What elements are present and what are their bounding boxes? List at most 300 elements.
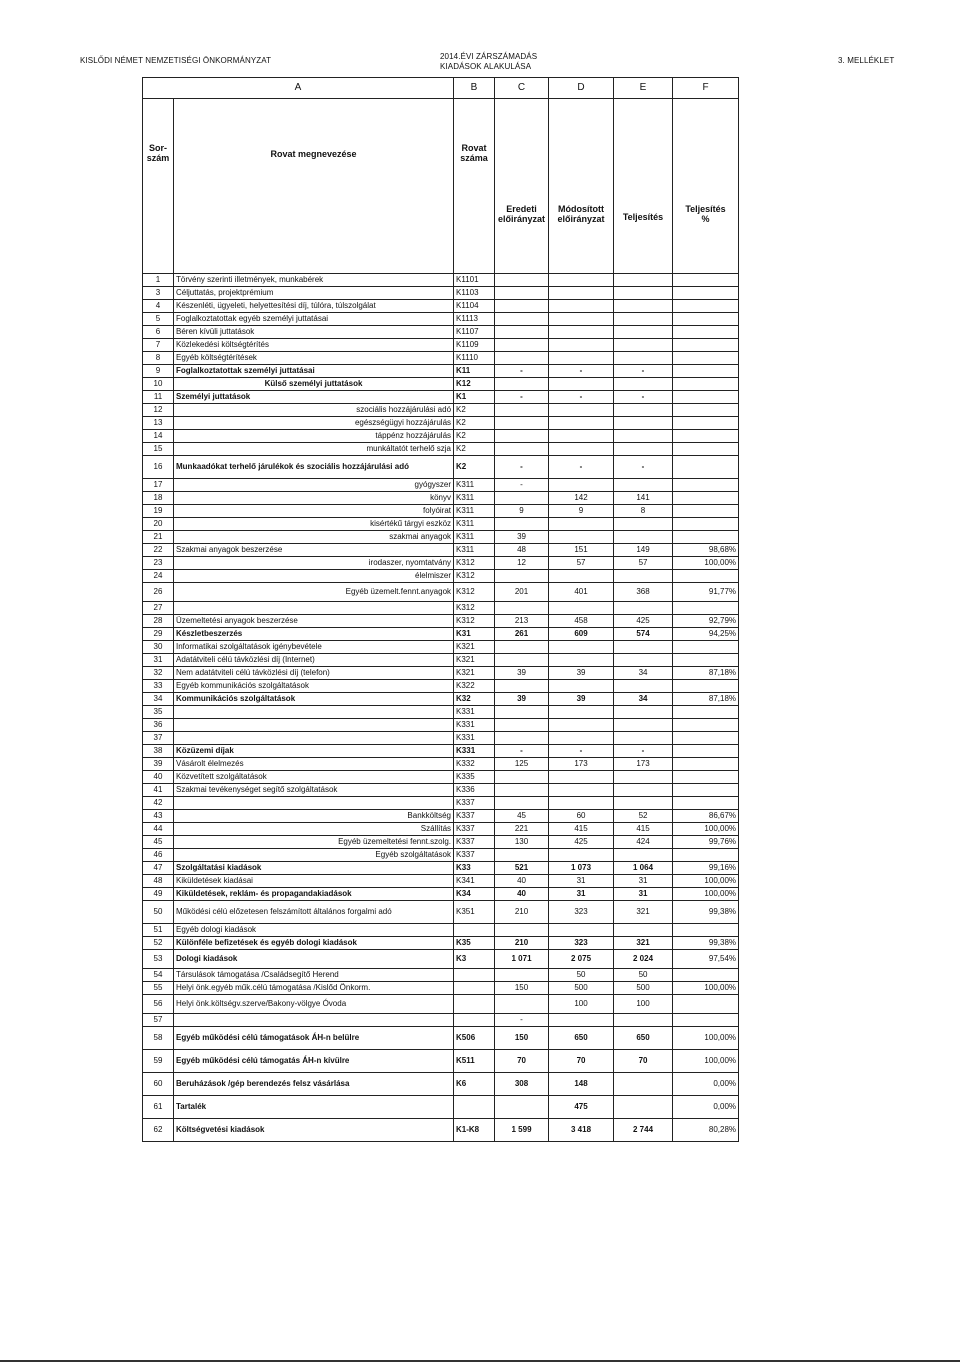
row-performance — [614, 570, 673, 583]
row-performance: 424 — [614, 836, 673, 849]
row-original-appropriation: 12 — [495, 557, 549, 570]
row-performance: 141 — [614, 492, 673, 505]
row-original-appropriation: - — [495, 1014, 549, 1027]
row-original-appropriation — [495, 300, 549, 313]
row-modified-appropriation — [549, 378, 614, 391]
row-performance-percent: 99,38% — [673, 901, 739, 924]
row-modified-appropriation: 100 — [549, 995, 614, 1014]
row-modified-appropriation — [549, 680, 614, 693]
row-item-name: irodaszer, nyomtatvány — [174, 557, 454, 570]
row-item-code: K312 — [454, 557, 495, 570]
row-original-appropriation: 521 — [495, 862, 549, 875]
row-number: 3 — [143, 287, 174, 300]
row-item-code: K11 — [454, 365, 495, 378]
row-original-appropriation: 9 — [495, 505, 549, 518]
row-performance-percent: 99,76% — [673, 836, 739, 849]
table-row — [143, 875, 739, 888]
row-performance — [614, 417, 673, 430]
row-original-appropriation: 39 — [495, 667, 549, 680]
document-title-line1: 2014.ÉVI ZÁRSZÁMADÁS — [440, 52, 538, 61]
row-modified-appropriation — [549, 771, 614, 784]
institution-name: KISLŐDI NÉMET NEMZETISÉGI ÖNKORMÁNYZAT — [80, 56, 272, 65]
row-number: 5 — [143, 313, 174, 326]
row-modified-appropriation — [549, 518, 614, 531]
row-original-appropriation: 45 — [495, 810, 549, 823]
row-performance — [614, 1014, 673, 1027]
row-number: 48 — [143, 875, 174, 888]
row-item-name: Egyéb költségtérítések — [174, 352, 454, 365]
row-modified-appropriation — [549, 654, 614, 667]
row-original-appropriation: 48 — [495, 544, 549, 557]
row-number: 16 — [143, 456, 174, 479]
row-modified-appropriation: 39 — [549, 693, 614, 706]
row-original-appropriation: 150 — [495, 982, 549, 995]
row-original-appropriation — [495, 849, 549, 862]
table-row — [143, 862, 739, 875]
row-item-name: Szakmai tevékenységet segítő szolgáltatások — [174, 784, 454, 797]
table-row — [143, 274, 739, 287]
row-performance-percent: 100,00% — [673, 1050, 739, 1073]
table-row — [143, 1096, 739, 1119]
row-performance-percent — [673, 797, 739, 810]
row-item-name — [174, 706, 454, 719]
table-row — [143, 924, 739, 937]
table-row — [143, 1014, 739, 1027]
row-number: 23 — [143, 557, 174, 570]
row-original-appropriation: 210 — [495, 901, 549, 924]
row-performance: 8 — [614, 505, 673, 518]
row-performance: - — [614, 456, 673, 479]
row-performance — [614, 706, 673, 719]
row-item-code: K1110 — [454, 352, 495, 365]
row-performance — [614, 326, 673, 339]
table-row — [143, 443, 739, 456]
row-modified-appropriation — [549, 797, 614, 810]
table-row — [143, 888, 739, 901]
table-row — [143, 849, 739, 862]
row-item-name: Különféle befizetések és egyéb dologi kiadások — [174, 937, 454, 950]
row-item-code — [454, 969, 495, 982]
row-performance: 173 — [614, 758, 673, 771]
row-number: 8 — [143, 352, 174, 365]
header-original-appropriation: Eredeti előirányzat — [495, 99, 549, 274]
row-modified-appropriation — [549, 404, 614, 417]
row-original-appropriation — [495, 378, 549, 391]
row-item-name: Béren kívüli juttatások — [174, 326, 454, 339]
row-item-name — [174, 602, 454, 615]
row-original-appropriation — [495, 969, 549, 982]
row-performance — [614, 274, 673, 287]
row-performance-percent — [673, 443, 739, 456]
row-performance — [614, 479, 673, 492]
row-item-name: Közvetített szolgáltatások — [174, 771, 454, 784]
row-performance-percent — [673, 518, 739, 531]
table-row — [143, 583, 739, 602]
row-performance — [614, 654, 673, 667]
row-performance-percent: 80,28% — [673, 1119, 739, 1142]
row-item-code: K12 — [454, 378, 495, 391]
row-original-appropriation: 201 — [495, 583, 549, 602]
row-performance-percent — [673, 995, 739, 1014]
row-modified-appropriation: 60 — [549, 810, 614, 823]
row-item-code: K311 — [454, 505, 495, 518]
row-item-code: K311 — [454, 544, 495, 557]
row-original-appropriation — [495, 995, 549, 1014]
row-number: 37 — [143, 732, 174, 745]
row-modified-appropriation: 142 — [549, 492, 614, 505]
row-modified-appropriation — [549, 479, 614, 492]
row-modified-appropriation: - — [549, 456, 614, 479]
row-performance-percent — [673, 732, 739, 745]
table-row — [143, 417, 739, 430]
table-row — [143, 719, 739, 732]
row-original-appropriation — [495, 784, 549, 797]
row-number: 56 — [143, 995, 174, 1014]
row-item-code — [454, 1096, 495, 1119]
row-item-code: K312 — [454, 615, 495, 628]
row-item-name: Munkaadókat terhelő járulékok és szociális hozzájárulási adó — [174, 456, 454, 479]
row-modified-appropriation: - — [549, 365, 614, 378]
table-row — [143, 1027, 739, 1050]
row-number: 13 — [143, 417, 174, 430]
table-row — [143, 641, 739, 654]
row-performance-percent — [673, 784, 739, 797]
row-performance — [614, 680, 673, 693]
row-number: 53 — [143, 950, 174, 969]
row-number: 32 — [143, 667, 174, 680]
row-performance: 52 — [614, 810, 673, 823]
row-item-code: K321 — [454, 641, 495, 654]
column-letter: B — [454, 78, 495, 99]
row-item-code: K2 — [454, 417, 495, 430]
row-item-name: Céljuttatás, projektprémium — [174, 287, 454, 300]
row-original-appropriation — [495, 771, 549, 784]
row-performance-percent — [673, 352, 739, 365]
row-performance: 2 024 — [614, 950, 673, 969]
row-modified-appropriation — [549, 641, 614, 654]
row-performance: 1 064 — [614, 862, 673, 875]
row-modified-appropriation — [549, 339, 614, 352]
row-performance-percent — [673, 758, 739, 771]
row-performance-percent — [673, 339, 739, 352]
table-row — [143, 404, 739, 417]
row-item-code: K351 — [454, 901, 495, 924]
row-performance — [614, 287, 673, 300]
row-performance: 650 — [614, 1027, 673, 1050]
row-item-code: K2 — [454, 430, 495, 443]
row-performance: 70 — [614, 1050, 673, 1073]
row-item-code: K337 — [454, 836, 495, 849]
table-row — [143, 937, 739, 950]
row-performance-percent: 99,38% — [673, 937, 739, 950]
table-row — [143, 492, 739, 505]
row-number: 40 — [143, 771, 174, 784]
table-row — [143, 570, 739, 583]
row-item-code: K335 — [454, 771, 495, 784]
row-modified-appropriation: 31 — [549, 875, 614, 888]
column-letter: A — [143, 78, 454, 99]
row-number: 54 — [143, 969, 174, 982]
row-item-code: K35 — [454, 937, 495, 950]
row-item-name: gyógyszer — [174, 479, 454, 492]
row-performance-percent — [673, 391, 739, 404]
row-item-name: Tartalék — [174, 1096, 454, 1119]
row-item-code: K6 — [454, 1073, 495, 1096]
row-number: 27 — [143, 602, 174, 615]
row-performance-percent — [673, 602, 739, 615]
row-original-appropriation — [495, 287, 549, 300]
row-original-appropriation — [495, 430, 549, 443]
row-performance: 425 — [614, 615, 673, 628]
row-number: 28 — [143, 615, 174, 628]
row-modified-appropriation: 425 — [549, 836, 614, 849]
row-original-appropriation: 221 — [495, 823, 549, 836]
table-row — [143, 654, 739, 667]
row-original-appropriation: 40 — [495, 875, 549, 888]
row-modified-appropriation: 500 — [549, 982, 614, 995]
row-number: 55 — [143, 982, 174, 995]
row-performance-percent: 100,00% — [673, 823, 739, 836]
row-number: 46 — [143, 849, 174, 862]
row-original-appropriation — [495, 339, 549, 352]
expenditure-table — [142, 77, 739, 1142]
row-modified-appropriation — [549, 706, 614, 719]
row-item-code: K311 — [454, 492, 495, 505]
row-modified-appropriation: 323 — [549, 901, 614, 924]
row-item-name: Közlekedési költségtérítés — [174, 339, 454, 352]
row-item-name: egészségügyi hozzájárulás — [174, 417, 454, 430]
row-item-name — [174, 732, 454, 745]
row-performance-percent — [673, 719, 739, 732]
table-row — [143, 982, 739, 995]
row-number: 35 — [143, 706, 174, 719]
table-row — [143, 378, 739, 391]
row-item-name: Foglalkoztatottak egyéb személyi juttatásai — [174, 313, 454, 326]
row-modified-appropriation — [549, 1014, 614, 1027]
row-number: 9 — [143, 365, 174, 378]
row-performance — [614, 531, 673, 544]
row-performance: 500 — [614, 982, 673, 995]
row-number: 26 — [143, 583, 174, 602]
row-modified-appropriation — [549, 732, 614, 745]
row-performance-percent — [673, 430, 739, 443]
row-item-name: Egyéb üzemelt.fennt.anyagok — [174, 583, 454, 602]
row-performance-percent — [673, 969, 739, 982]
row-number: 39 — [143, 758, 174, 771]
row-performance: 31 — [614, 888, 673, 901]
column-header-row — [143, 99, 739, 274]
row-item-code: K1101 — [454, 274, 495, 287]
row-original-appropriation — [495, 404, 549, 417]
row-modified-appropriation — [549, 924, 614, 937]
row-item-name: Nem adatátviteli célú távközlési díj (telefon) — [174, 667, 454, 680]
row-performance — [614, 1096, 673, 1119]
row-number: 38 — [143, 745, 174, 758]
row-performance-percent — [673, 417, 739, 430]
row-performance — [614, 339, 673, 352]
row-modified-appropriation: 70 — [549, 1050, 614, 1073]
row-number: 4 — [143, 300, 174, 313]
row-item-code: K33 — [454, 862, 495, 875]
row-number: 60 — [143, 1073, 174, 1096]
row-performance-percent: 86,67% — [673, 810, 739, 823]
row-original-appropriation — [495, 706, 549, 719]
row-item-name: Készenléti, ügyeleti, helyettesítési díj, túlóra, túlszolgálat — [174, 300, 454, 313]
row-performance-percent — [673, 300, 739, 313]
row-performance: 50 — [614, 969, 673, 982]
row-item-code: K32 — [454, 693, 495, 706]
row-item-name: Közüzemi díjak — [174, 745, 454, 758]
row-performance-percent — [673, 274, 739, 287]
row-performance: 415 — [614, 823, 673, 836]
table-row — [143, 602, 739, 615]
row-performance: 34 — [614, 667, 673, 680]
row-item-name: Informatikai szolgáltatások igénybevétele — [174, 641, 454, 654]
table-row — [143, 969, 739, 982]
table-row — [143, 456, 739, 479]
row-item-code: K336 — [454, 784, 495, 797]
row-performance: 368 — [614, 583, 673, 602]
table-row — [143, 518, 739, 531]
table-row — [143, 797, 739, 810]
row-item-name — [174, 719, 454, 732]
table-row — [143, 823, 739, 836]
row-performance-percent — [673, 531, 739, 544]
row-original-appropriation: 261 — [495, 628, 549, 641]
row-item-name: Egyéb dologi kiadások — [174, 924, 454, 937]
row-performance: 321 — [614, 937, 673, 950]
row-original-appropriation: 70 — [495, 1050, 549, 1073]
row-modified-appropriation — [549, 602, 614, 615]
row-modified-appropriation: 3 418 — [549, 1119, 614, 1142]
table-row — [143, 771, 739, 784]
row-number: 17 — [143, 479, 174, 492]
row-number: 18 — [143, 492, 174, 505]
row-modified-appropriation: 148 — [549, 1073, 614, 1096]
row-number: 58 — [143, 1027, 174, 1050]
row-modified-appropriation — [549, 274, 614, 287]
row-number: 31 — [143, 654, 174, 667]
row-item-name: Szállítás — [174, 823, 454, 836]
row-item-code: K1109 — [454, 339, 495, 352]
row-performance-percent: 0,00% — [673, 1096, 739, 1119]
row-item-code: K332 — [454, 758, 495, 771]
row-item-code: K337 — [454, 810, 495, 823]
row-performance: 149 — [614, 544, 673, 557]
row-performance: - — [614, 365, 673, 378]
row-number: 36 — [143, 719, 174, 732]
row-original-appropriation — [495, 443, 549, 456]
row-item-code: K3 — [454, 950, 495, 969]
row-performance-percent — [673, 570, 739, 583]
row-item-code: K2 — [454, 456, 495, 479]
row-number: 12 — [143, 404, 174, 417]
row-number: 50 — [143, 901, 174, 924]
row-original-appropriation — [495, 417, 549, 430]
row-modified-appropriation: 458 — [549, 615, 614, 628]
row-item-name: Szolgáltatási kiadások — [174, 862, 454, 875]
row-number: 14 — [143, 430, 174, 443]
row-number: 59 — [143, 1050, 174, 1073]
table-row — [143, 313, 739, 326]
table-row — [143, 1050, 739, 1073]
row-number: 20 — [143, 518, 174, 531]
row-performance: 100 — [614, 995, 673, 1014]
row-original-appropriation — [495, 732, 549, 745]
row-number: 19 — [143, 505, 174, 518]
row-performance-percent — [673, 680, 739, 693]
row-modified-appropriation: - — [549, 745, 614, 758]
table-row — [143, 479, 739, 492]
row-performance-percent: 100,00% — [673, 982, 739, 995]
row-performance — [614, 719, 673, 732]
row-item-code: K337 — [454, 823, 495, 836]
row-item-code: K2 — [454, 404, 495, 417]
row-item-code — [454, 982, 495, 995]
row-item-name: Üzemeltetési anyagok beszerzése — [174, 615, 454, 628]
row-item-code: K331 — [454, 732, 495, 745]
row-item-code: K1 — [454, 391, 495, 404]
row-original-appropriation: 213 — [495, 615, 549, 628]
row-performance: 31 — [614, 875, 673, 888]
row-performance: - — [614, 745, 673, 758]
row-item-name: Bankköltség — [174, 810, 454, 823]
row-performance-percent — [673, 924, 739, 937]
row-item-name: Egyéb működési célú támogatások ÁH-n belülre — [174, 1027, 454, 1050]
table-row — [143, 505, 739, 518]
row-performance-percent — [673, 505, 739, 518]
row-modified-appropriation: 2 075 — [549, 950, 614, 969]
row-performance-percent: 100,00% — [673, 888, 739, 901]
table-row — [143, 287, 739, 300]
row-performance-percent — [673, 745, 739, 758]
row-item-name — [174, 797, 454, 810]
row-original-appropriation — [495, 1096, 549, 1119]
row-performance-percent: 100,00% — [673, 1027, 739, 1050]
row-item-name: szociális hozzájárulási adó — [174, 404, 454, 417]
row-modified-appropriation — [549, 313, 614, 326]
row-item-name: Szakmai anyagok beszerzése — [174, 544, 454, 557]
row-number: 43 — [143, 810, 174, 823]
table-row — [143, 615, 739, 628]
row-item-code: K1103 — [454, 287, 495, 300]
row-item-code: K312 — [454, 602, 495, 615]
table-row — [143, 745, 739, 758]
row-modified-appropriation — [549, 326, 614, 339]
table-row — [143, 680, 739, 693]
header-performance-percent: Teljesítés % — [673, 99, 739, 274]
row-performance — [614, 784, 673, 797]
row-item-name: könyv — [174, 492, 454, 505]
row-item-name: Kiküldetések kiadásai — [174, 875, 454, 888]
row-performance-percent: 87,18% — [673, 693, 739, 706]
row-item-code: K1-K8 — [454, 1119, 495, 1142]
row-item-code: K312 — [454, 583, 495, 602]
row-item-name: Személyi juttatások — [174, 391, 454, 404]
row-original-appropriation — [495, 680, 549, 693]
page-bottom-rule — [0, 1360, 960, 1362]
row-original-appropriation: 39 — [495, 531, 549, 544]
column-letter-row — [143, 78, 739, 99]
column-letter: C — [495, 78, 549, 99]
row-item-code: K312 — [454, 570, 495, 583]
table-row — [143, 693, 739, 706]
row-number: 34 — [143, 693, 174, 706]
row-performance-percent — [673, 313, 739, 326]
table-row — [143, 326, 739, 339]
table-row — [143, 391, 739, 404]
table-row — [143, 667, 739, 680]
